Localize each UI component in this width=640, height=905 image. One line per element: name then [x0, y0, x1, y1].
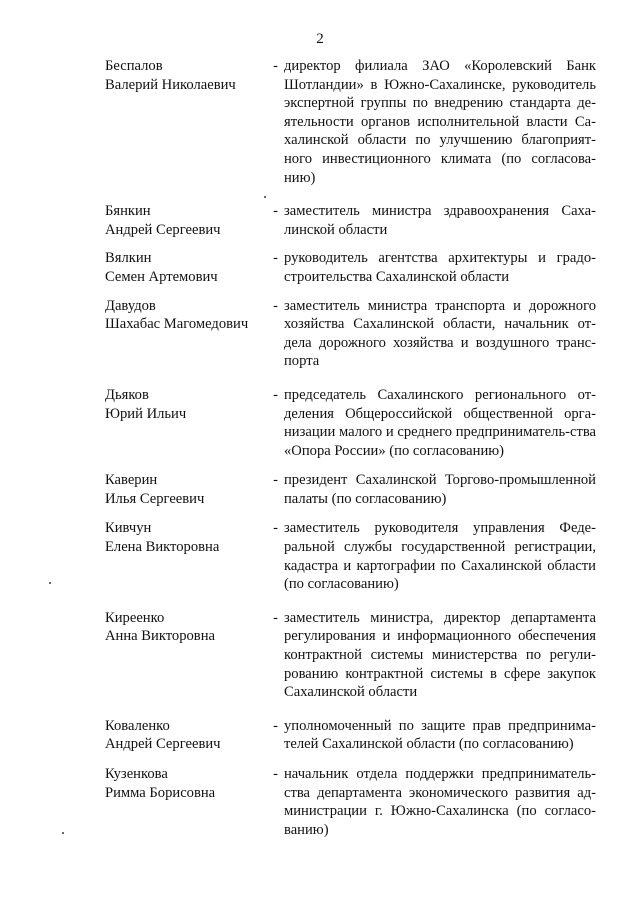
entry-dash: -: [273, 58, 278, 74]
member-list: [105, 57, 605, 839]
member-name: Давудов Шахабас Магомедович: [105, 297, 249, 333]
member-name: Каверин Илья Сергеевич: [105, 472, 205, 507]
member-name: Киреенко Анна Викторовна: [105, 609, 215, 645]
list-item: [105, 202, 605, 239]
member-role: уполномоченный по защите прав предпринима-телей Сахалинской области (по согласованию): [284, 717, 596, 753]
list-item: [105, 386, 605, 460]
member-role: президент Сахалинской Торгово-промышленной палаты (по согласованию): [284, 472, 596, 507]
page-number: 2: [316, 31, 324, 47]
member-name: Бянкин Андрей Сергеевич: [105, 203, 221, 238]
entry-dash: -: [273, 203, 278, 220]
member-role: начальник отдела поддержки предприниматель-ства департамента экономического развития ад-министрации г. Южно-Сахалинска (по согласо-ванию): [284, 766, 596, 838]
member-name: Дьяков Юрий Ильич: [105, 386, 187, 422]
scan-speck: [62, 832, 64, 834]
entry-dash: -: [273, 609, 278, 626]
entry-dash: -: [273, 766, 278, 782]
entry-dash: -: [273, 472, 278, 489]
list-item: [105, 765, 605, 839]
entry-dash: -: [273, 717, 278, 734]
list-item: [105, 519, 605, 593]
member-role: председатель Сахалинского регионального от-деления Общероссийской общественной орга-низации малого и среднего предприниматель-ства «Опора России» (по согласованию): [284, 386, 596, 459]
member-role: заместитель министра здравоохранения Саха-линской области: [284, 203, 596, 238]
list-item: [105, 609, 605, 702]
list-item: [105, 297, 605, 371]
member-name: Вялкин Семен Артемович: [105, 250, 218, 285]
member-role: заместитель руководителя управления Феде-ральной службы государственной регистрации, кадастра и картографии по Сахалинской области (по согласованию): [284, 520, 596, 593]
member-role: директор филиала ЗАО «Королевский Банк Шотландии» в Южно-Сахалинске, руководитель экспертной группы по внедрению стандарта де-ятельности органов исполнительной власти Са-халинской области по улучшению благоприят-ного инвестиционного климата (по согласова-нию): [284, 58, 596, 186]
entry-dash: -: [273, 297, 278, 314]
list-item: [105, 717, 605, 754]
member-role: заместитель министра, директор департамента регулирования и информационного обеспечения контрактной системы министерства по регули-рованию контрактной системы в сфере закупок Сахалинской области: [284, 609, 596, 701]
scan-speck: [49, 582, 51, 584]
member-name: Беспалов Валерий Николаевич: [105, 58, 236, 93]
member-name: Коваленко Андрей Сергеевич: [105, 717, 221, 753]
entry-dash: -: [273, 250, 278, 267]
list-item: [105, 249, 605, 286]
member-name: Кивчун Елена Викторовна: [105, 520, 220, 556]
member-name: Кузенкова Римма Борисовна: [105, 766, 216, 801]
list-item: [105, 57, 605, 187]
member-role: заместитель министра транспорта и дорожного хозяйства Сахалинской области, начальник от-дела дорожного хозяйства и воздушного транс-порта: [284, 297, 596, 370]
scan-speck: [264, 196, 266, 198]
member-role: руководитель агентства архитектуры и градо-строительства Сахалинской области: [284, 250, 596, 285]
entry-dash: -: [273, 520, 278, 537]
entry-dash: -: [273, 386, 278, 403]
list-item: [105, 471, 605, 508]
